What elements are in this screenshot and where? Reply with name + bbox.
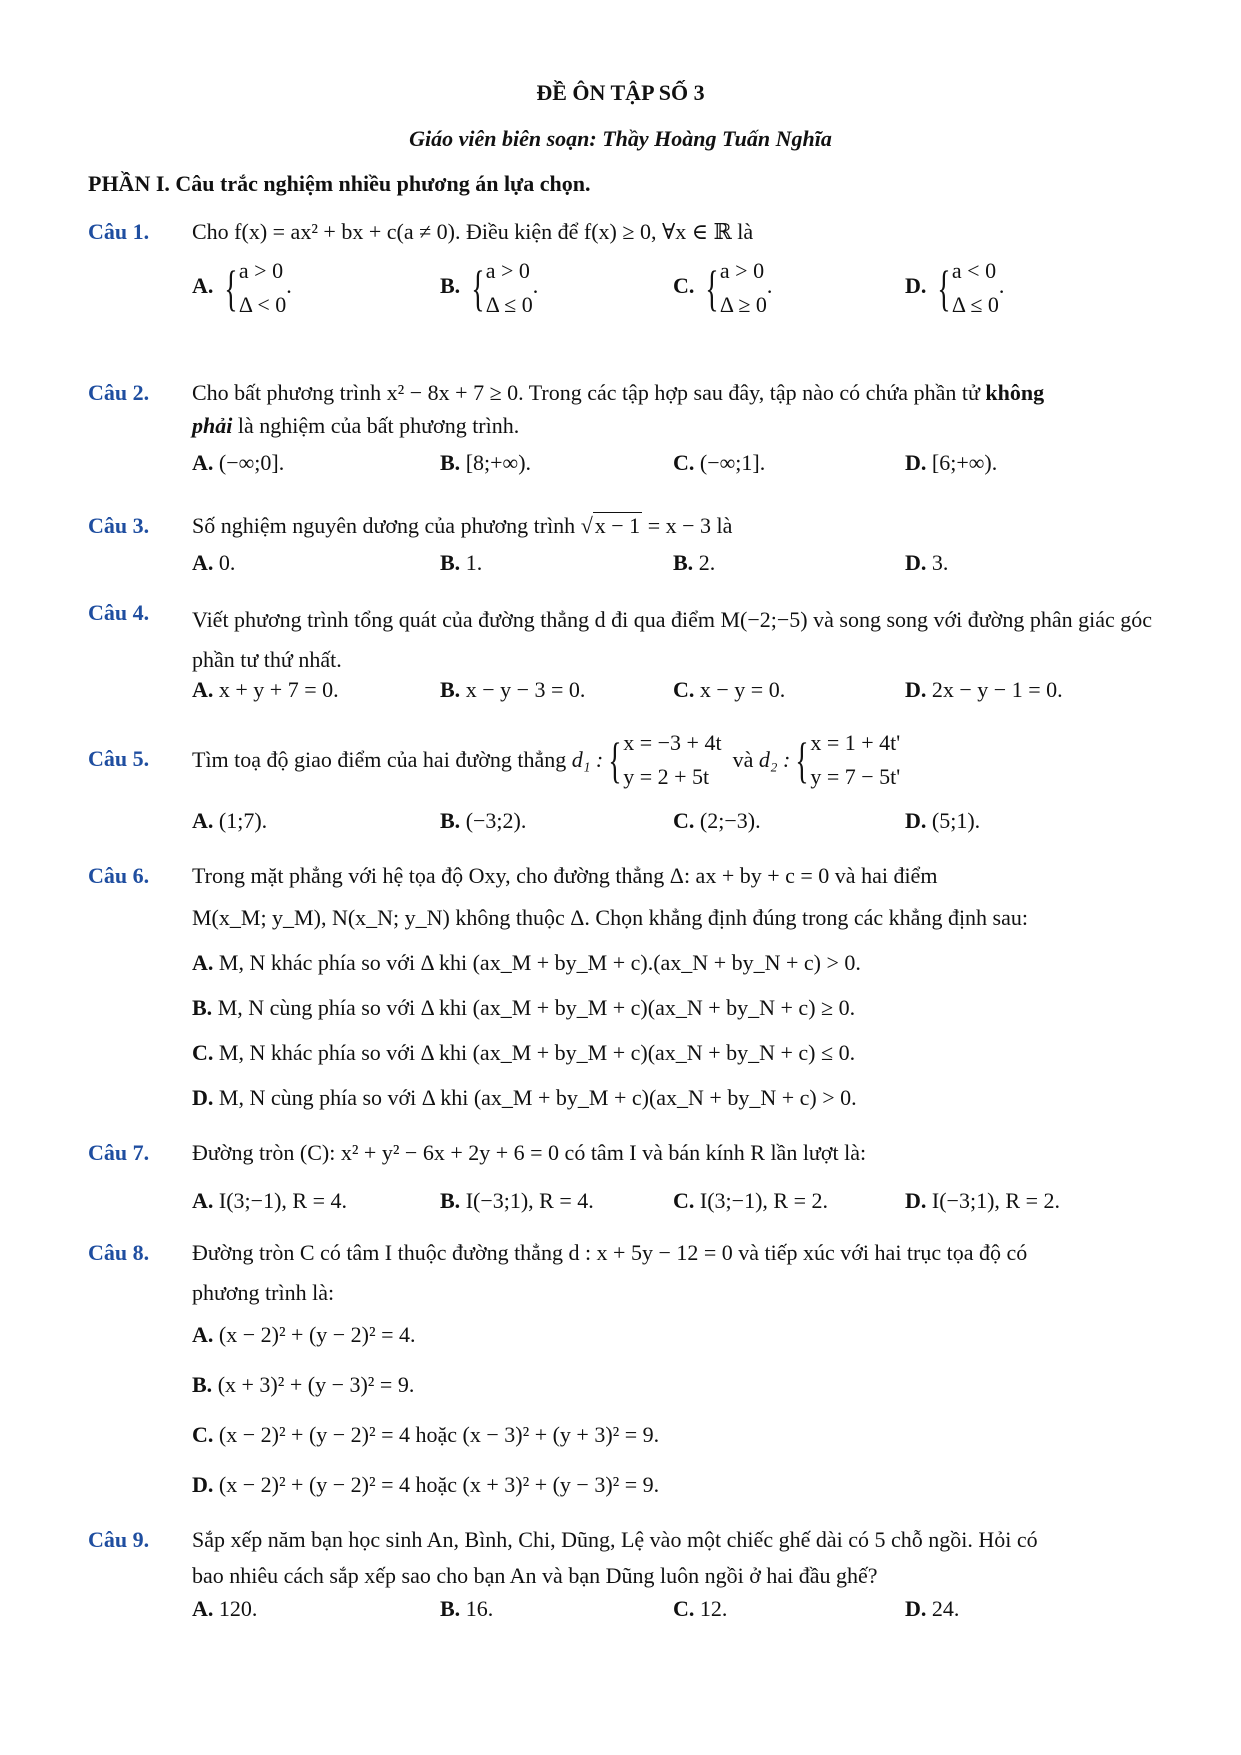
- option-a[interactable]: A. 0.: [192, 550, 236, 575]
- option-d[interactable]: D. I(−3;1), R = 2.: [905, 1188, 1060, 1213]
- question-number: Câu 5.: [88, 746, 150, 771]
- question-number: Câu 4.: [88, 600, 150, 625]
- question-stem: Đường tròn (C): x² + y² − 6x + 2y + 6 = 0 có tâm I và bán kính R lần lượt là:: [192, 1140, 867, 1165]
- option-a[interactable]: A. { a > 0 Δ < 0 .: [192, 254, 292, 322]
- line-d1-system: { x = −3 + 4t y = 2 + 5t: [603, 726, 721, 794]
- option-d[interactable]: D. (5;1).: [905, 808, 981, 833]
- system-row: Δ ≤ 0: [485, 292, 533, 317]
- inequality-system: { a < 0 Δ ≤ 0: [932, 254, 999, 322]
- question-number: Câu 1.: [88, 219, 150, 244]
- option-label: C.: [673, 273, 695, 299]
- option-b[interactable]: B. (−3;2).: [440, 808, 527, 833]
- option-c[interactable]: C. I(3;−1), R = 2.: [673, 1188, 828, 1213]
- option-c[interactable]: C. (2;−3).: [673, 808, 761, 833]
- question-stem-line-2: bao nhiêu cách sắp xếp sao cho bạn An và bạn Dũng luôn ngồi ở hai đầu ghế?: [192, 1563, 878, 1588]
- question-stem-line-1: Cho bất phương trình x² − 8x + 7 ≥ 0. Trong các tập hợp sau đây, tập nào có chứa phần tử không: [192, 380, 1045, 405]
- question-stem: Cho f(x) = ax² + bx + c(a ≠ 0). Điều kiện để f(x) ≥ 0, ∀x ∈ ℝ là: [192, 219, 754, 244]
- question-stem: Viết phương trình tổng quát của đường thẳng d đi qua điểm M(−2;−5) và song song với đường phân giác góc phần tư thứ nhất.: [192, 607, 1152, 672]
- page-subtitle: Giáo viên biên soạn: Thầy Hoàng Tuấn Nghĩa: [409, 126, 832, 151]
- option-b[interactable]: B. M, N cùng phía so với Δ khi (ax_M + by_M + c)(ax_N + by_N + c) ≥ 0.: [192, 995, 856, 1020]
- option-label: B.: [440, 273, 461, 299]
- inequality-system: { a > 0 Δ ≤ 0: [466, 254, 533, 322]
- system-row: x = −3 + 4t: [623, 730, 722, 755]
- line-d2-name: d₂ :: [758, 747, 791, 772]
- radicand: x − 1: [594, 513, 641, 538]
- option-c[interactable]: C. x − y = 0.: [673, 677, 786, 702]
- question-number: Câu 8.: [88, 1240, 150, 1265]
- question-number: Câu 9.: [88, 1527, 150, 1552]
- option-b[interactable]: B. 1.: [440, 550, 483, 575]
- option-a[interactable]: A. M, N khác phía so với Δ khi (ax_M + by_M + c).(ax_N + by_N + c) > 0.: [192, 950, 861, 975]
- inequality-system: { a > 0 Δ ≥ 0: [700, 254, 767, 322]
- question-number: Câu 3.: [88, 513, 150, 538]
- option-b[interactable]: B. [8;+∞).: [440, 450, 532, 475]
- option-b[interactable]: B. x − y − 3 = 0.: [440, 677, 586, 702]
- option-d[interactable]: D. M, N cùng phía so với Δ khi (ax_M + by_M + c)(ax_N + by_N + c) > 0.: [192, 1085, 857, 1110]
- system-row: y = 2 + 5t: [623, 764, 710, 789]
- option-b[interactable]: B. (x + 3)² + (y − 3)² = 9.: [192, 1372, 415, 1397]
- system-row: x = 1 + 4t': [810, 730, 901, 755]
- option-c[interactable]: C. 12.: [673, 1596, 728, 1621]
- sqrt-icon: √: [580, 513, 593, 538]
- question-stem-line-1: Trong mặt phẳng với hệ tọa độ Oxy, cho đường thẳng Δ: ax + by + c = 0 và hai điểm: [192, 863, 938, 888]
- system-row: a > 0: [719, 258, 765, 283]
- system-row: Δ ≥ 0: [719, 292, 767, 317]
- question-number: Câu 6.: [88, 863, 150, 888]
- question-stem-line-1: Sắp xếp năm bạn học sinh An, Bình, Chi, Dũng, Lệ vào một chiếc ghế dài có 5 chỗ ngồi. Hỏi có: [192, 1527, 1038, 1552]
- question-stem-line-2: phương trình là:: [192, 1280, 335, 1305]
- system-row: Δ < 0: [238, 292, 287, 317]
- option-c[interactable]: B. 2.: [673, 550, 716, 575]
- option-c[interactable]: C. { a > 0 Δ ≥ 0 .: [673, 254, 772, 322]
- option-c[interactable]: C. (x − 2)² + (y − 2)² = 4 hoặc (x − 3)² + (y + 3)² = 9.: [192, 1422, 660, 1447]
- question-number: Câu 7.: [88, 1140, 150, 1165]
- question-stem: Số nghiệm nguyên dương của phương trình √x − 1 = x − 3 là: [192, 513, 733, 538]
- question-stem-line-2: phải là nghiệm của bất phương trình.: [192, 413, 520, 438]
- option-a[interactable]: A. 120.: [192, 1596, 258, 1621]
- option-a[interactable]: A. (−∞;0].: [192, 450, 285, 475]
- option-a[interactable]: A. (1;7).: [192, 808, 268, 833]
- option-d[interactable]: D. { a < 0 Δ ≤ 0 .: [905, 254, 1004, 322]
- option-b[interactable]: B. 16.: [440, 1596, 494, 1621]
- option-c[interactable]: C. M, N khác phía so với Δ khi (ax_M + by_M + c)(ax_N + by_N + c) ≤ 0.: [192, 1040, 856, 1065]
- line-d1-name: d₁ :: [571, 747, 604, 772]
- option-d[interactable]: D. [6;+∞).: [905, 450, 998, 475]
- question-stem: Tìm toạ độ giao điểm của hai đường thẳng d₁ : { x = −3 + 4t y = 2 + 5t và d₂ : { x = 1 + 4t' y = 7 − 5t': [192, 726, 900, 794]
- option-b[interactable]: B. I(−3;1), R = 4.: [440, 1188, 594, 1213]
- system-row: y = 7 − 5t': [810, 764, 901, 789]
- option-a[interactable]: A. x + y + 7 = 0.: [192, 677, 339, 702]
- section-heading: PHẦN I. Câu trắc nghiệm nhiều phương án lựa chọn.: [88, 171, 591, 196]
- page-title: ĐỀ ÔN TẬP SỐ 3: [536, 80, 705, 105]
- system-row: a < 0: [951, 258, 997, 283]
- line-d2-system: { x = 1 + 4t' y = 7 − 5t': [790, 726, 900, 794]
- question-number: Câu 2.: [88, 380, 150, 405]
- option-d[interactable]: D. (x − 2)² + (y − 2)² = 4 hoặc (x + 3)² + (y − 3)² = 9.: [192, 1472, 660, 1497]
- system-row: a > 0: [238, 258, 284, 283]
- option-c[interactable]: C. (−∞;1].: [673, 450, 766, 475]
- system-row: a > 0: [485, 258, 530, 283]
- question-stem-line-1: Đường tròn C có tâm I thuộc đường thẳng d : x + 5y − 12 = 0 và tiếp xúc với hai trục tọa độ có: [192, 1240, 1028, 1265]
- inequality-system: { a > 0 Δ < 0: [219, 254, 286, 322]
- question-stem-line-2: M(x_M; y_M), N(x_N; y_N) không thuộc Δ. Chọn khẳng định đúng trong các khẳng định sau:: [192, 905, 1028, 930]
- option-d[interactable]: D. 2x − y − 1 = 0.: [905, 677, 1063, 702]
- option-label: A.: [192, 273, 214, 299]
- system-row: Δ ≤ 0: [951, 292, 999, 317]
- option-label: D.: [905, 273, 927, 299]
- option-b[interactable]: B. { a > 0 Δ ≤ 0 .: [440, 254, 538, 322]
- option-a[interactable]: A. I(3;−1), R = 4.: [192, 1188, 347, 1213]
- option-d[interactable]: D. 24.: [905, 1596, 960, 1621]
- option-d[interactable]: D. 3.: [905, 550, 949, 575]
- option-a[interactable]: A. (x − 2)² + (y − 2)² = 4.: [192, 1322, 416, 1347]
